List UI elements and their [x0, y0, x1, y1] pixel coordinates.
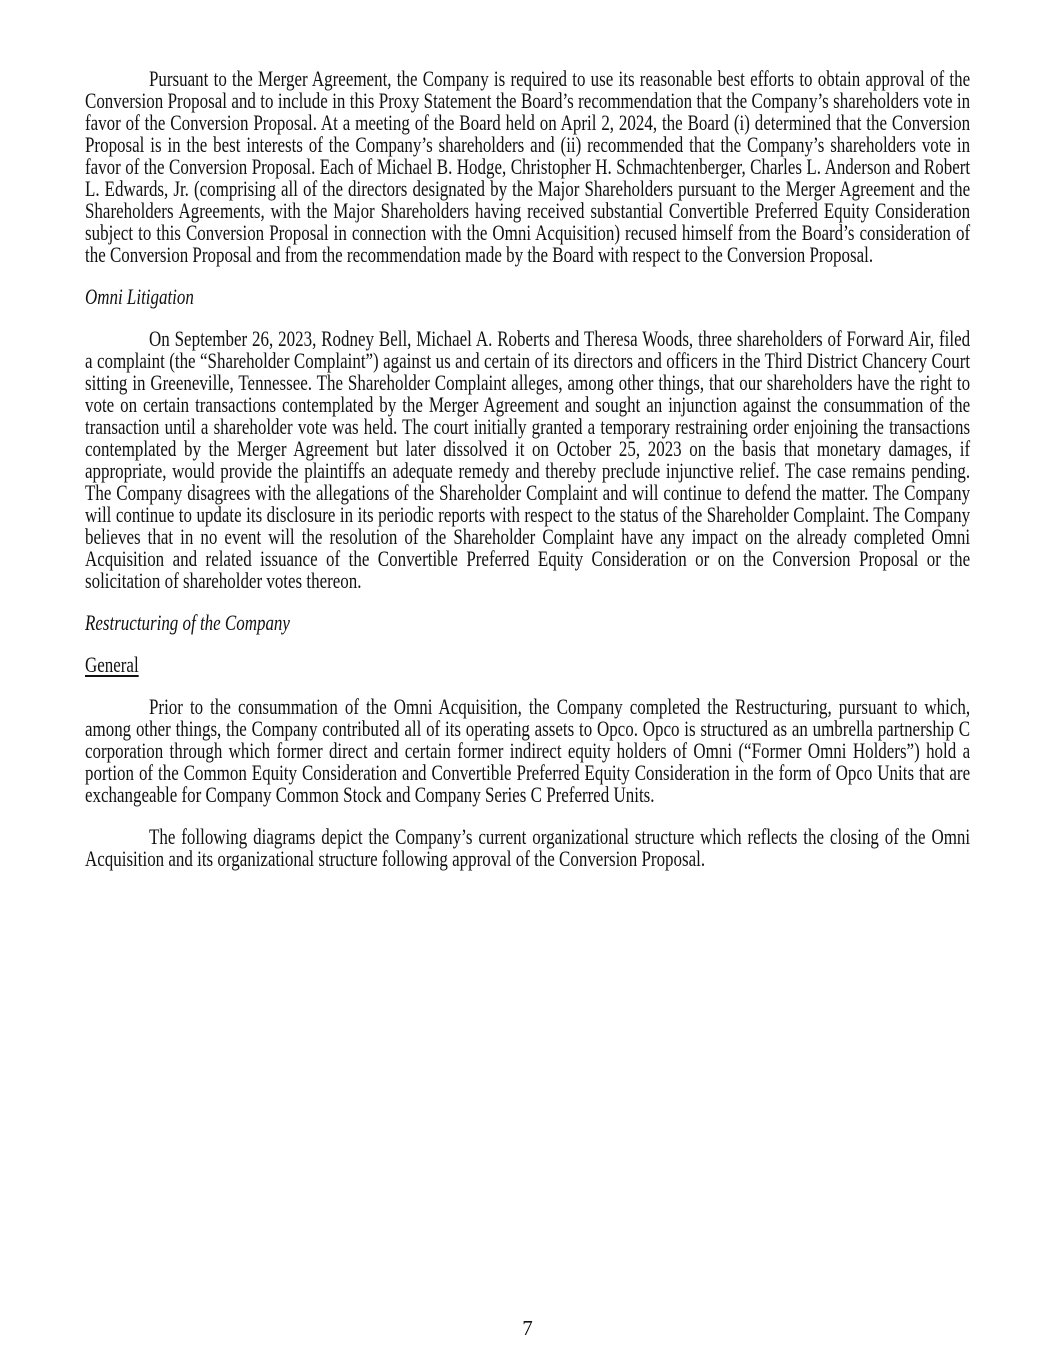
page-number: 7 — [522, 1316, 533, 1340]
paragraph-omni-litigation: On September 26, 2023, Rodney Bell, Michael A. Roberts and Theresa Woods, three shareholders of Forward Air, filed a complaint (the “Shareholder Complaint”) against us and certain of its directors and officers in the Third District Chancery Court sitting in Greeneville, Tennessee. The Shareholder Complaint alleges, among other things, that our shareholders have the right to vote on certain transactions contemplated by the Merger Agreement and sought an injunction against the consummation of the transaction until a shareholder vote was held. The court initially granted a temporary restraining order enjoining the transactions contemplated by the Merger Agreement but later dissolved it on October 25, 2023 on the basis that monetary damages, if appropriate, would provide the plaintiffs an adequate remedy and thereby preclude injunctive relief. The case remains pending. The Company disagrees with the allegations of the Shareholder Complaint and will continue to defend the matter. The Company will continue to update its disclosure in its periodic reports with respect to the status of the Shareholder Complaint. The Company believes that in no event will the resolution of the Shareholder Complaint have any impact on the already completed Omni Acquisition and related issuance of the Convertible Preferred Equity Consideration or on the Conversion Proposal or the solicitation of shareholder votes thereon. — [85, 326, 971, 593]
paragraph-conversion-proposal: Pursuant to the Merger Agreement, the Company is required to use its reasonable best efforts to obtain approval of the Conversion Proposal and to include in this Proxy Statement the Board’s recommendation that the Company’s shareholders vote in favor of the Conversion Proposal. At a meeting of the Board held on April 2, 2024, the Board (i) determined that the Conversion Proposal is in the best interests of the Company’s shareholders and (ii) recommended that the Company’s shareholders vote in favor of the Conversion Proposal. Each of Michael B. Hodge, Christopher H. Schmachtenberger, Charles L. Anderson and Robert L. Edwards, Jr. (comprising all of the directors designated by the Major Shareholders pursuant to the Merger Agreement and the Shareholders Agreements, with the Major Shareholders having received substantial Convertible Preferred Equity Consideration subject to this Conversion Proposal in connection with the Omni Acquisition) recused himself from the Board’s consideration of the Conversion Proposal and from the recommendation made by the Board with respect to the Conversion Proposal. — [85, 66, 971, 267]
heading-restructuring-of-the-company: Restructuring of the Company — [85, 610, 290, 635]
document-body — [85, 68, 970, 890]
paragraph-restructuring-general: Prior to the consummation of the Omni Acquisition, the Company completed the Restructuring, pursuant to which, among other things, the Company contributed all of its operating assets to Opco. Opco is structured as an umbrella partnership C corporation through which former direct and certain former indirect equity holders of Omni (“Former Omni Holders”) hold a portion of the Common Equity Consideration and Convertible Preferred Equity Consideration in the form of Opco Units that are exchangeable for Company Common Stock and Company Series C Preferred Units. — [85, 694, 971, 807]
paragraph-organizational-diagrams: The following diagrams depict the Company’s current organizational structure which reflects the closing of the Omni Acquisition and its organizational structure following approval of the Conversion Proposal. — [85, 824, 971, 871]
heading-omni-litigation: Omni Litigation — [85, 284, 194, 309]
heading-general: General — [85, 652, 139, 677]
